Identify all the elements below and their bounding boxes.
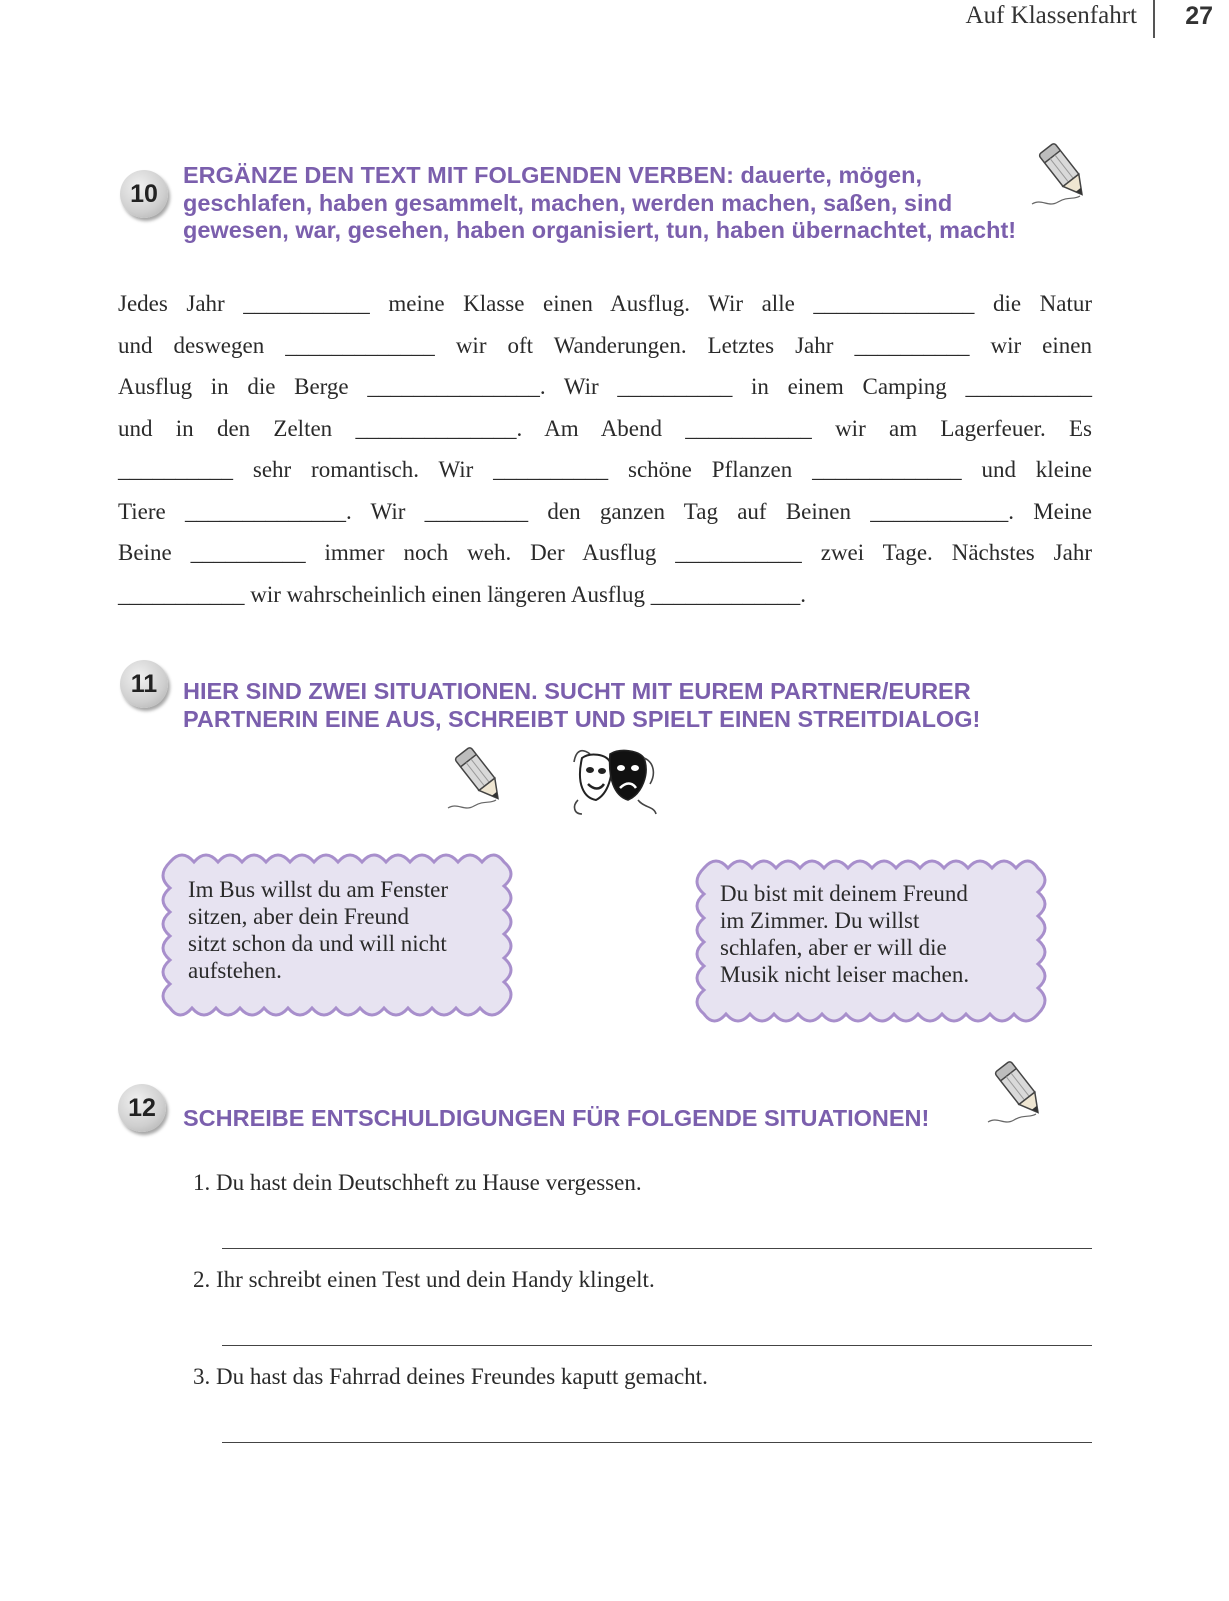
answer-line-3[interactable] — [222, 1442, 1092, 1443]
exercise-12-instruction: SCHREIBE ENTSCHULDIGUNGEN FÜR FOLGENDE SITUATIONEN! — [183, 1105, 930, 1131]
situation-line: aufstehen. — [188, 958, 282, 983]
exercise-10-gap-text — [118, 283, 1092, 615]
exercise-10-instruction — [183, 162, 1083, 245]
gap-text-line: __________ sehr romantisch. Wir __________ schöne Pflanzen _____________ und kleine — [118, 457, 1092, 482]
pencil-icon — [986, 1056, 1058, 1128]
answer-line-2[interactable] — [222, 1345, 1092, 1346]
situation-line: Du bist mit deinem Freund — [720, 881, 968, 906]
situation-item-1: 1. Du hast dein Deutschheft zu Hause vergessen. — [193, 1170, 642, 1195]
situation-2-text — [720, 880, 969, 988]
instruction-line: gewesen, war, gesehen, haben organisiert, tun, haben übernachtet, macht! — [183, 217, 1017, 243]
instruction-line: PARTNERIN EINE AUS, SCHREIBT UND SPIELT EINEN STREITDIALOG! — [183, 705, 981, 732]
gap-text-line: Beine __________ immer noch weh. Der Ausflug ___________ zwei Tage. Nächstes Jahr — [118, 540, 1092, 565]
gap-text-line: und in den Zelten ______________. Am Abend ___________ wir am Lagerfeuer. Es — [118, 415, 1092, 441]
situation-line: Im Bus willst du am Fenster — [188, 877, 449, 902]
instruction-line: geschlafen, haben gesammelt, machen, werden machen, saßen, sind — [183, 189, 953, 216]
running-head — [0, 0, 1213, 40]
header-divider — [1153, 0, 1155, 38]
situation-line: schlafen, aber er will die — [720, 935, 947, 960]
chapter-title: Auf Klassenfahrt — [965, 2, 1137, 29]
theatre-masks-icon — [568, 744, 660, 818]
exercise-12-number-badge: 12 — [118, 1084, 166, 1132]
answer-line-1[interactable] — [222, 1248, 1092, 1249]
situation-item-2: 2. Ihr schreibt einen Test und dein Handy klingelt. — [193, 1267, 655, 1292]
pencil-icon — [1030, 138, 1102, 210]
situation-item-3: 3. Du hast das Fahrrad deines Freundes kaputt gemacht. — [193, 1364, 708, 1389]
exercise-10-number-badge: 10 — [120, 170, 168, 218]
situation-line: sitzt schon da und will nicht — [188, 931, 447, 956]
situation-1-text — [188, 876, 448, 984]
exercise-11-instruction — [183, 678, 1083, 733]
instruction-line: HIER SIND ZWEI SITUATIONEN. SUCHT MIT EUREM PARTNER/EURER — [183, 678, 971, 704]
situation-line: im Zimmer. Du willst — [720, 908, 920, 933]
instruction-line: ERGÄNZE DEN TEXT MIT FOLGENDEN VERBEN: dauerte, mögen, — [183, 162, 922, 188]
exercise-11-number-badge: 11 — [120, 660, 168, 708]
situation-card-2 — [682, 846, 1060, 1036]
gap-text-line: Ausflug in die Berge _______________. Wir __________ in einem Camping ___________ — [118, 374, 1092, 399]
gap-text-line: und deswegen _____________ wir oft Wanderungen. Letztes Jahr __________ wir einen — [118, 332, 1092, 358]
gap-text-line: Tiere ______________. Wir _________ den ganzen Tag auf Beinen ____________. Meine — [118, 498, 1092, 524]
situation-line: sitzen, aber dein Freund — [188, 904, 409, 929]
gap-text-line: Jedes Jahr ___________ meine Klasse einen Ausflug. Wir alle ______________ die Natur — [118, 291, 1092, 316]
gap-text-line: ___________ wir wahrscheinlich einen längeren Ausflug _____________. — [118, 581, 806, 607]
pencil-icon — [446, 742, 518, 814]
situation-card-1 — [148, 840, 526, 1030]
situation-line: Musik nicht leiser machen. — [720, 962, 970, 987]
page-number: 27 — [1185, 2, 1213, 30]
